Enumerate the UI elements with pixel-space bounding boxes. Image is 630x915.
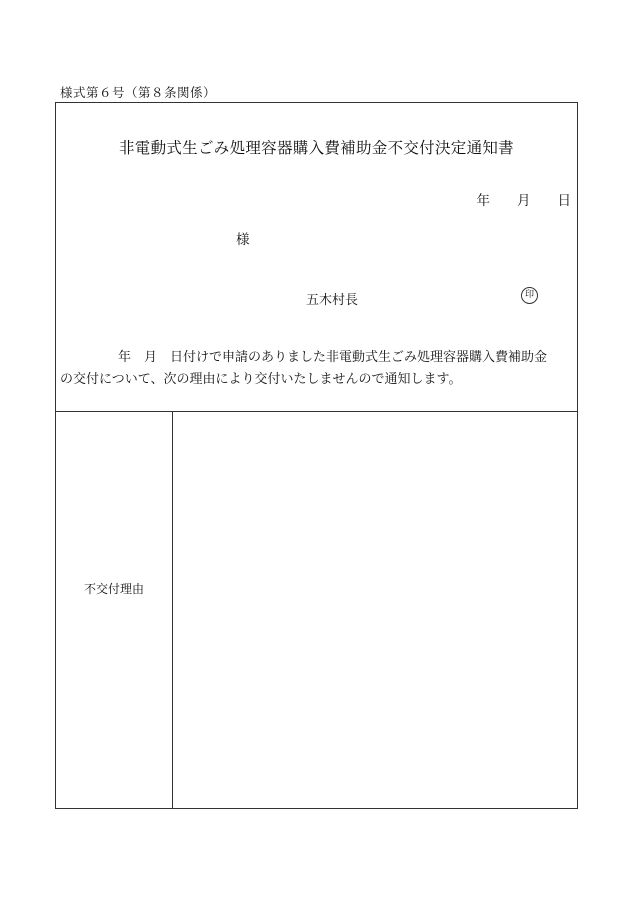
notice-body — [60, 347, 574, 391]
date-line: 年 月 日 — [476, 193, 571, 209]
reason-label: 不交付理由 — [83, 582, 144, 596]
reason-label-cell — [56, 412, 173, 808]
issuer-name: 五木村長 — [306, 293, 359, 308]
form-number-label: 様式第６号（第８条関係） — [60, 85, 217, 100]
notice-body-line-1: 年 月 日付けで申請のありました非電動式生ごみ処理容器購入費補助金 — [118, 350, 548, 365]
seal-mark-icon: 印 — [521, 287, 538, 304]
document-title: 非電動式生ごみ処理容器購入費補助金不交付決定通知書 — [118, 139, 514, 157]
notice-body-line-2: の交付について、次の理由により交付いたしませんので通知します。 — [60, 372, 462, 387]
addressee-suffix: 様 — [236, 232, 250, 248]
notice-form — [55, 102, 578, 809]
reason-value-cell — [173, 412, 577, 808]
notice-header-section — [56, 103, 577, 412]
